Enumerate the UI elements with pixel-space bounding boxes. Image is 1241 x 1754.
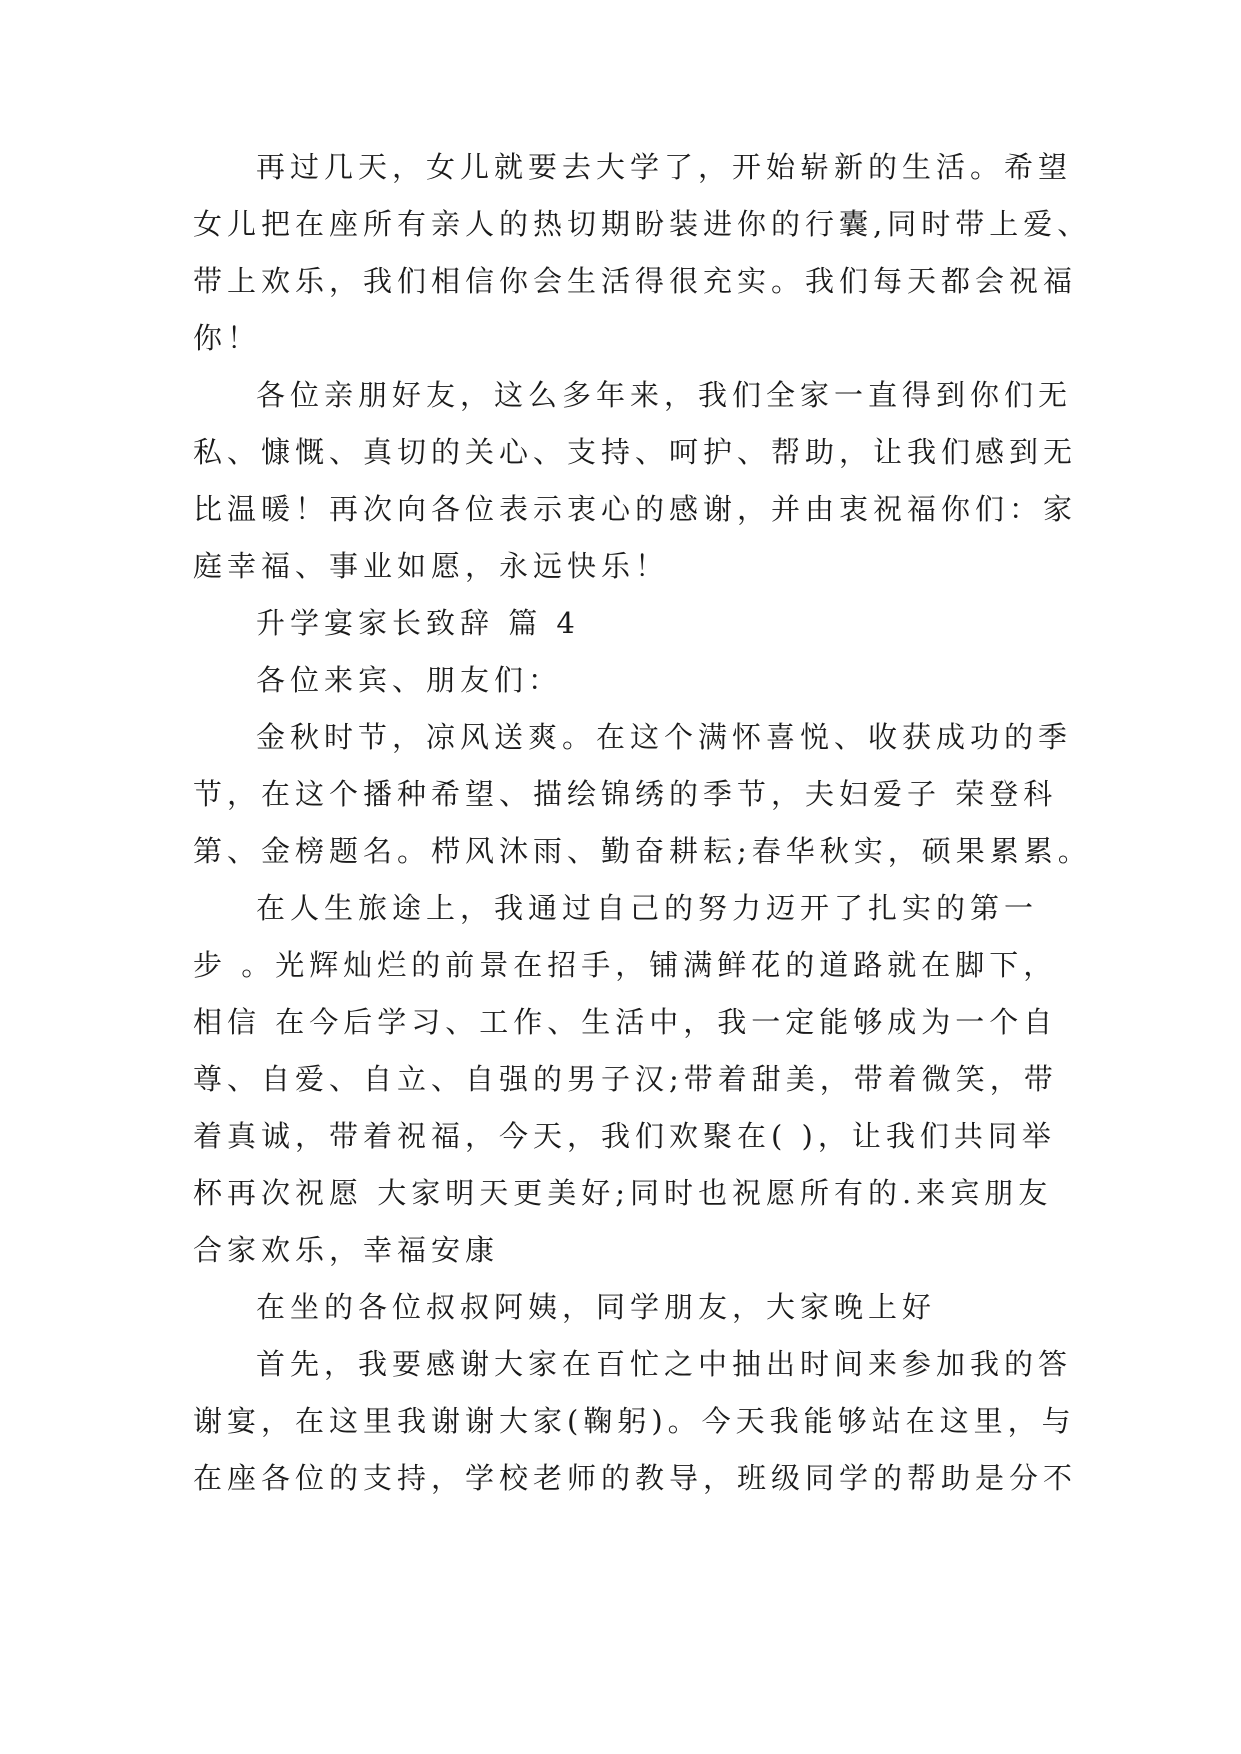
paragraph-4-line-4: 尊、自爱、自立、自强的男子汉;带着甜美，带着微笑，带 bbox=[193, 1062, 1058, 1096]
paragraph-3-line-3: 第、金榜题名。栉风沐雨、勤奋耕耘;春华秋实，硕果累累。 bbox=[193, 834, 1092, 868]
salutation: 各位来宾、朋友们： bbox=[256, 663, 563, 697]
section-heading: 升学宴家长致辞 篇 4 bbox=[256, 606, 580, 640]
paragraph-4-line-7: 合家欢乐，幸福安康 bbox=[193, 1233, 500, 1267]
paragraph-5-line-1: 首先，我要感谢大家在百忙之中抽出时间来参加我的答 bbox=[256, 1347, 1073, 1381]
paragraph-1-line-2: 女儿把在座所有亲人的热切期盼装进你的行囊,同时带上爱、 bbox=[193, 207, 1092, 241]
paragraph-4-line-2: 步 。光辉灿烂的前景在招手，铺满鲜花的道路就在脚下， bbox=[193, 948, 1058, 982]
paragraph-4-line-1: 在人生旅途上，我通过自己的努力迈开了扎实的第一 bbox=[256, 891, 1039, 925]
paragraph-2-line-1: 各位亲朋好友，这么多年来，我们全家一直得到你们无 bbox=[256, 378, 1073, 412]
paragraph-2-line-3: 比温暖！再次向各位表示衷心的感谢，并由衷祝福你们：家 bbox=[193, 492, 1078, 526]
paragraph-3-line-1: 金秋时节，凉风送爽。在这个满怀喜悦、收获成功的季 bbox=[256, 720, 1073, 754]
paragraph-5-line-3: 在座各位的支持，学校老师的教导，班级同学的帮助是分不 bbox=[193, 1461, 1078, 1495]
paragraph-5-line-2: 谢宴，在这里我谢谢大家(鞠躬)。今天我能够站在这里，与 bbox=[193, 1404, 1076, 1438]
paragraph-1-line-3: 带上欢乐，我们相信你会生活得很充实。我们每天都会祝福 bbox=[193, 264, 1078, 298]
paragraph-4-line-5: 着真诚，带着祝福，今天，我们欢聚在( )，让我们共同举 bbox=[193, 1119, 1056, 1153]
paragraph-4-line-6: 杯再次祝愿 大家明天更美好;同时也祝愿所有的.来宾朋友 bbox=[193, 1176, 1053, 1210]
greeting-line: 在坐的各位叔叔阿姨，同学朋友，大家晚上好 bbox=[256, 1290, 937, 1324]
paragraph-1-line-1: 再过几天，女儿就要去大学了，开始崭新的生活。希望 bbox=[256, 150, 1073, 184]
paragraph-1-line-4: 你！ bbox=[193, 321, 262, 355]
paragraph-2-line-2: 私、慷慨、真切的关心、支持、呵护、帮助，让我们感到无 bbox=[193, 435, 1078, 469]
paragraph-4-line-3: 相信 在今后学习、工作、生活中，我一定能够成为一个自 bbox=[193, 1005, 1058, 1039]
paragraph-2-line-4: 庭幸福、事业如愿，永远快乐！ bbox=[193, 549, 670, 583]
paragraph-3-line-2: 节，在这个播种希望、描绘锦绣的季节，夫妇爱子 荣登科 bbox=[193, 777, 1058, 811]
